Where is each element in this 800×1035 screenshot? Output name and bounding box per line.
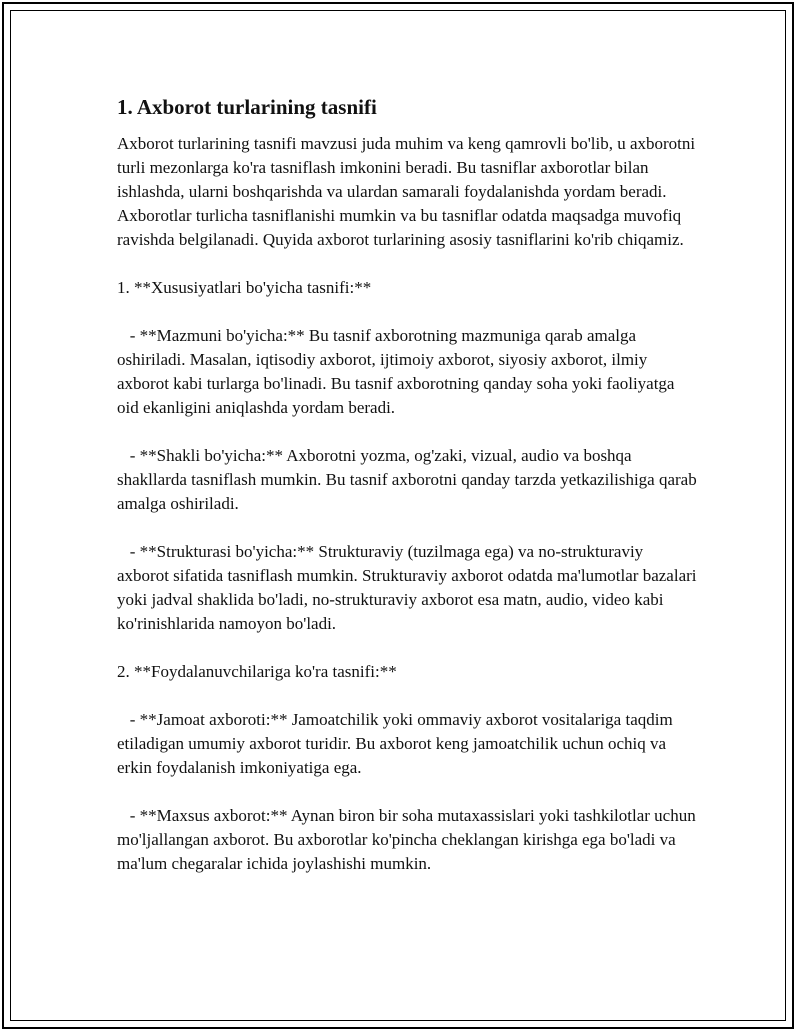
document-body <box>117 92 701 876</box>
section2-item-public: - **Jamoat axboroti:** Jamoatchilik yoki ommaviy axborot vositalariga taqdim etiladigan umumiy axborot turidir. Bu axborot keng jamoatchilik uchun ochiq va erkin foydalanish imkoniyatiga ega. <box>117 710 677 777</box>
section2-item-special: - **Maxsus axborot:** Aynan biron bir soha mutaxassislari yoki tashkilotlar uchun mo'ljallangan axborot. Bu axborotlar ko'pincha cheklangan kirishga ega bo'ladi va ma'lum chegaralar ichida joylashishi mumkin. <box>117 806 700 873</box>
section-heading: 1. Axborot turlarining tasnifi <box>117 95 377 119</box>
section1-item-structure: - **Strukturasi bo'yicha:** Strukturaviy (tuzilmaga ega) va no-strukturaviy axborot sifatida tasniflash mumkin. Strukturaviy axborot odatda ma'lumotlar bazalari yoki jadval shaklida bo'ladi, no-strukturaviy axborot esa matn, audio, video kabi ko'rinishlarida namoyon bo'ladi. <box>117 542 701 633</box>
section1-item-content: - **Mazmuni bo'yicha:** Bu tasnif axborotning mazmuniga qarab amalga oshiriladi. Masalan, iqtisodiy axborot, ijtimoiy axborot, siyosiy axborot, ilmiy axborot kabi turlarga bo'linadi. Bu tasnif axborotning qanday soha yoki faoliyatga oid ekanligini aniqlashda yordam beradi. <box>117 326 679 417</box>
intro-paragraph: Axborot turlarining tasnifi mavzusi juda muhim va keng qamrovli bo'lib, u axborotni turli mezonlarga ko'ra tasniflash imkonini beradi. Bu tasniflar axborotlar bilan ishlashda, ularni boshqarishda va ulardan samarali foydalanishda yordam beradi. Axborotlar turlicha tasniflanishi mumkin va bu tasniflar odatda maqsadga muvofiq ravishda belgilanadi. Quyida axborot turlarining asosiy tasniflarini ko'rib chiqamiz. <box>117 134 700 249</box>
section1-title: 1. **Xususiyatlari bo'yicha tasnifi:** <box>117 278 372 297</box>
section2-title: 2. **Foydalanuvchilariga ko'ra tasnifi:** <box>117 662 397 681</box>
section1-item-form: - **Shakli bo'yicha:** Axborotni yozma, og'zaki, vizual, audio va boshqa shakllarda tasniflash mumkin. Bu tasnif axborotni qanday tarzda yetkazilishiga qarab amalga oshiriladi. <box>117 446 701 513</box>
